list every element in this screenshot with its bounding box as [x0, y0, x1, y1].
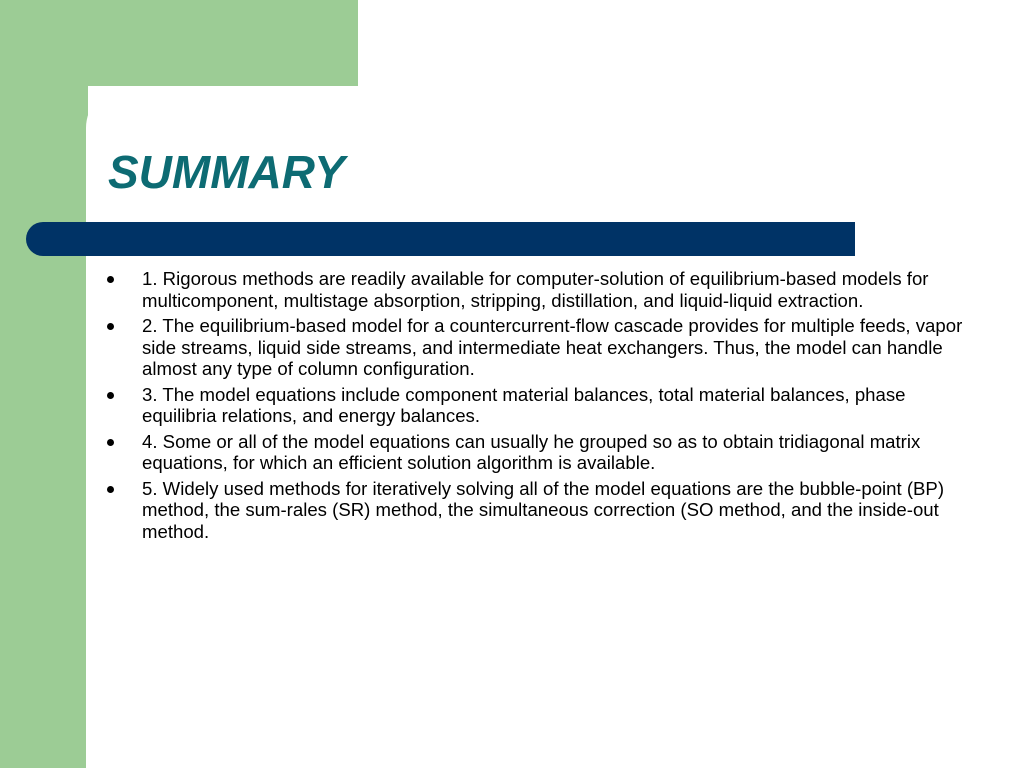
title-underline-bar-end [850, 222, 855, 256]
bullet-text: 3. The model equations include component material balances, total material balances, phase equilibria relations, and energy balances. [142, 383, 906, 426]
bullet-item-3 [104, 384, 964, 427]
top-green-block [0, 0, 358, 86]
bullet-list [104, 268, 964, 546]
bullet-item-1 [104, 268, 964, 311]
bullet-item-2 [104, 315, 964, 380]
bullet-item-4 [104, 431, 964, 474]
bullet-text: 4. Some or all of the model equations can usually he grouped so as to obtain tridiagonal matrix equations, for which an efficient solution algorithm is available. [142, 430, 921, 473]
bullet-dot-icon [107, 392, 114, 399]
slide-title: SUMMARY [108, 146, 345, 198]
bullet-text: 5. Widely used methods for iteratively solving all of the model equations are the bubble-point (BP) method, the sum-rales (SR) method, the simultaneous correction (SO method, and the inside-out method. [142, 477, 945, 542]
bullet-item-5 [104, 478, 964, 543]
bullet-dot-icon [107, 276, 114, 283]
bullet-dot-icon [107, 486, 114, 493]
bullet-dot-icon [107, 439, 114, 446]
title-underline-bar [26, 222, 852, 256]
bullet-dot-icon [107, 323, 114, 330]
bullet-text: 2. The equilibrium-based model for a countercurrent-flow cascade provides for multiple feeds, vapor side streams, liquid side streams, and intermediate heat exchangers. Thus, the model can handle almost any type of column configuration. [142, 315, 963, 379]
bullet-text: 1. Rigorous methods are readily available for computer-solution of equilibrium-based models for multicomponent, multistage absorption, stripping, distillation, and liquid-liquid extraction. [142, 268, 929, 311]
left-green-strip [0, 0, 88, 768]
